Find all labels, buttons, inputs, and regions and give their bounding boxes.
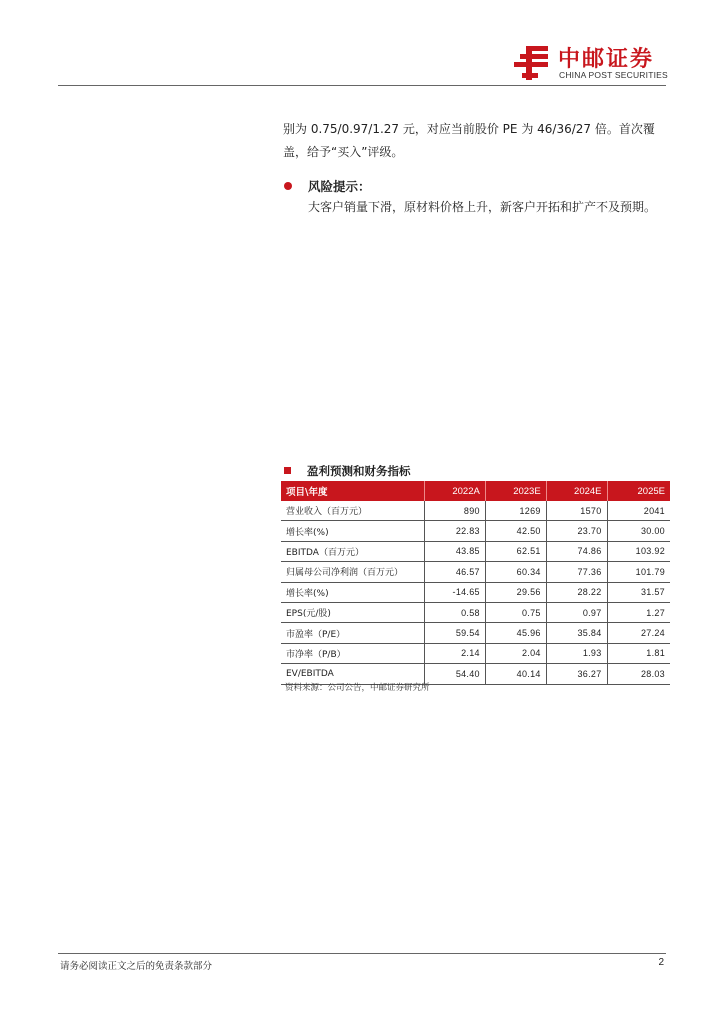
table-cell: 62.51 (485, 541, 546, 561)
table-cell: 1.27 (607, 602, 670, 622)
table-cell: 77.36 (546, 562, 607, 582)
footer-divider (58, 953, 666, 954)
table-header-cell: 2024E (546, 481, 607, 501)
table-cell: 40.14 (485, 664, 546, 684)
table-cell: 890 (425, 501, 486, 521)
row-label: EBITDA（百万元） (281, 541, 425, 561)
risk-text: 大客户销量下滑，原材料价格上升，新客户开拓和扩产不及预期。 (308, 200, 657, 214)
row-label: EPS(元/股) (281, 602, 425, 622)
table-cell: -14.65 (425, 582, 486, 602)
table-row (281, 501, 670, 521)
table-row (281, 541, 670, 561)
page-number: 2 (658, 957, 664, 968)
table-cell: 42.50 (485, 521, 546, 541)
table-cell: 2041 (607, 501, 670, 521)
table-cell: 1570 (546, 501, 607, 521)
row-label: 增长率(%) (281, 521, 425, 541)
table-cell: 29.56 (485, 582, 546, 602)
table-header-cell: 2025E (607, 481, 670, 501)
row-label: 增长率(%) (281, 582, 425, 602)
table-bullet-icon (284, 467, 291, 474)
row-label: 营业收入（百万元） (281, 501, 425, 521)
table-cell: 103.92 (607, 541, 670, 561)
row-label: EV/EBITDA (281, 664, 425, 684)
table-cell: 30.00 (607, 521, 670, 541)
table-row (281, 623, 670, 643)
table-cell: 31.57 (607, 582, 670, 602)
table-cell: 2.04 (485, 643, 546, 663)
table-cell: 74.86 (546, 541, 607, 561)
table-cell: 0.58 (425, 602, 486, 622)
row-label: 归属母公司净利润（百万元） (281, 562, 425, 582)
china-post-logo-icon (512, 44, 552, 82)
table-cell: 0.75 (485, 602, 546, 622)
table-cell: 43.85 (425, 541, 486, 561)
header-divider (58, 85, 666, 86)
table-cell: 54.40 (425, 664, 486, 684)
table-header-cell: 2022A (425, 481, 486, 501)
row-label: 市盈率（P/E） (281, 623, 425, 643)
risk-bullet-icon (284, 182, 292, 190)
table-row (281, 643, 670, 663)
table-cell: 60.34 (485, 562, 546, 582)
row-label: 市净率（P/B） (281, 643, 425, 663)
table-cell: 35.84 (546, 623, 607, 643)
brand-name-en: CHINA POST SECURITIES (559, 70, 668, 80)
table-row (281, 562, 670, 582)
table-row (281, 582, 670, 602)
table-row (281, 602, 670, 622)
table-cell: 28.22 (546, 582, 607, 602)
table-row (281, 521, 670, 541)
table-source-note: 资料来源：公司公告，中邮证券研究所 (285, 683, 430, 693)
table-cell: 0.97 (546, 602, 607, 622)
disclaimer-note: 请务必阅读正文之后的免责条款部分 (60, 961, 213, 972)
table-cell: 36.27 (546, 664, 607, 684)
table-cell: 28.03 (607, 664, 670, 684)
summary-paragraph (283, 118, 673, 164)
table-cell: 23.70 (546, 521, 607, 541)
table-cell: 45.96 (485, 623, 546, 643)
summary-line: 别为 0.75/0.97/1.27 元，对应当前股价 PE 为 46/36/27 倍。首次覆 (283, 122, 655, 136)
table-header-row (281, 481, 670, 501)
financial-forecast-table (281, 481, 670, 685)
table-title: 盈利预测和财务指标 (307, 464, 411, 478)
table-cell: 22.83 (425, 521, 486, 541)
table-cell: 2.14 (425, 643, 486, 663)
summary-line: 盖，给予“买入”评级。 (283, 145, 404, 159)
table-cell: 46.57 (425, 562, 486, 582)
table-cell: 1269 (485, 501, 546, 521)
table-cell: 101.79 (607, 562, 670, 582)
table-header-cell: 2023E (485, 481, 546, 501)
table-header-cell: 项目\年度 (281, 481, 425, 501)
table-cell: 1.81 (607, 643, 670, 663)
brand-name-cn: 中邮证券 (558, 47, 655, 72)
risk-title: 风险提示： (308, 179, 371, 194)
table-cell: 27.24 (607, 623, 670, 643)
table-cell: 1.93 (546, 643, 607, 663)
table-cell: 59.54 (425, 623, 486, 643)
